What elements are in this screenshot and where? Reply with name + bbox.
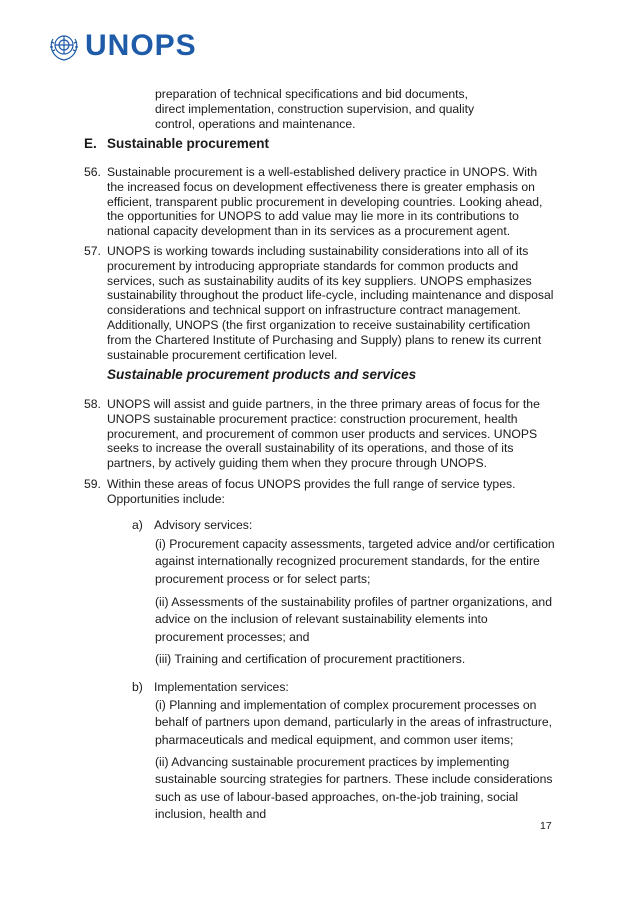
unops-logo (47, 30, 197, 62)
list-label: a) (132, 518, 143, 532)
paragraph-text: UNOPS is working towards including sustainability considerations into all of its procurement by introducing appropriate standards for common products and services, such as sustainability audits of its key suppliers. UNOPS emphasizes sustainability throughout the product life-cycle, including maintenance and disposal considerations and technical support on infrastructure contract management. Additionally, UNOPS (the first organization to receive sustainability certification from the Chartered Institute of Purchasing and Supply) plans to renew its current sustainable procurement certification level. (107, 244, 554, 362)
list-title: Implementation services: (154, 680, 289, 694)
paragraph-59 (84, 477, 554, 507)
list-subitem: (i) Planning and implementation of complex procurement processes on behalf of partners upon demand, particularly in the areas of infrastructure, pharmaceuticals and medical equipment, and common user items; (155, 698, 552, 747)
list-label: b) (132, 680, 143, 694)
paragraph-56 (84, 165, 554, 239)
list-subitem: (ii) Assessments of the sustainability profiles of partner organizations, and advice on the inclusion of relevant sustainability elements into procurement processes; and (155, 595, 552, 644)
section-e-letter: E. (84, 136, 97, 151)
list-subitem: (iii) Training and certification of procurement practitioners. (155, 652, 466, 666)
continuation-text: preparation of technical specifications and bid documents, direct implementation, construction supervision, and quality control, operations and maintenance. (155, 87, 475, 131)
list-subitem: (ii) Advancing sustainable procurement practices by implementing sustainable sourcing strategies for partners. These include considerations such as use of labour-based approaches, on-the-job training, social inclusion, health and (155, 755, 553, 822)
section-e-title: Sustainable procurement (107, 136, 270, 151)
list-subitem: (i) Procurement capacity assessments, targeted advice and/or certification against internationally recognized procurement standards, for the entire procurement process or for select parts; (155, 537, 555, 586)
paragraph-number: 58. (84, 397, 101, 411)
list-title: Advisory services: (154, 518, 253, 532)
paragraph-57 (84, 244, 554, 362)
paragraph-number: 57. (84, 244, 101, 258)
paragraph-number: 56. (84, 165, 101, 179)
paragraph-number: 59. (84, 477, 101, 491)
subheading: Sustainable procurement products and services (107, 367, 417, 382)
list-item-b (132, 680, 289, 694)
paragraph-text: Sustainable procurement is a well-established delivery practice in UNOPS. With the increased focus on development effectiveness there is greater emphasis on efficient, transparent public procurement in developing countries. Looking ahead, the opportunities for UNOPS to add value may lie more in its contributions to national capacity development than in its services as a procurement agent. (107, 165, 543, 239)
paragraph-58 (84, 397, 554, 471)
logo-wordmark: UNOPS (85, 29, 197, 62)
page-number: 17 (540, 820, 552, 832)
list-item-a (132, 518, 253, 532)
section-e-heading (84, 136, 269, 151)
paragraph-text: Within these areas of focus UNOPS provides the full range of service types. Opportunities include: (107, 477, 516, 506)
un-emblem-icon (47, 30, 81, 62)
paragraph-text: UNOPS will assist and guide partners, in the three primary areas of focus for the UNOPS sustainable procurement practice: construction procurement, health procurement, and procurement of common user products and services. UNOPS seeks to increase the overall sustainability of its operations, and those of its partners, by actively guiding them when they procure through UNOPS. (107, 397, 540, 471)
